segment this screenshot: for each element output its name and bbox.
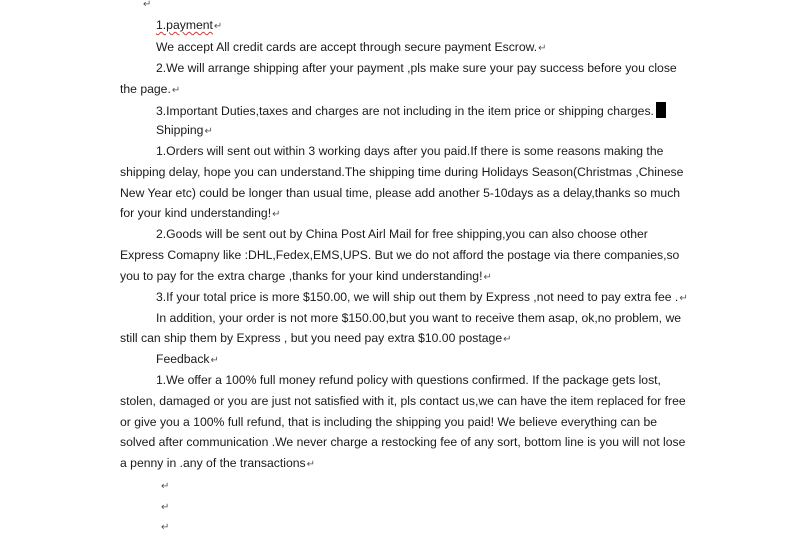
feedback-paragraph-1-line-4: solved after communication .We never charge a restocking fee of any sort, bottom line is you will not lose xyxy=(120,435,686,449)
shipping-paragraph-4-line-2: still can ship them by Express , but you need pay extra $10.00 postage↵ xyxy=(120,331,512,345)
feedback-heading: Feedback↵ xyxy=(156,352,219,366)
payment-paragraph-2-line-2: the page.↵ xyxy=(120,82,181,96)
empty-paragraph xyxy=(160,519,169,534)
paragraph-mark: ↵ xyxy=(679,293,688,304)
paragraph-mark: ↵ xyxy=(306,459,316,470)
paragraph-mark: ↵ xyxy=(143,0,152,10)
shipping-paragraph-2-line-1: 2.Goods will be sent out by China Post Airl Mail for free shipping,you can also choose other xyxy=(156,227,648,241)
paragraph-mark: ↵ xyxy=(161,481,170,492)
feedback-paragraph-1-line-5: a penny in .any of the transactions↵ xyxy=(120,456,316,470)
text-cursor-selection xyxy=(656,102,666,118)
empty-paragraph xyxy=(160,499,169,514)
paragraph-mark: ↵ xyxy=(171,85,181,96)
shipping-paragraph-1-line-1: 1.Orders will sent out within 3 working days after you paid.If there is some reasons making the xyxy=(156,144,664,158)
paragraph-mark: ↵ xyxy=(210,355,219,366)
empty-paragraph xyxy=(160,478,169,493)
payment-paragraph-3: 3.Important Duties,taxes and charges are not including in the item price or shipping charges. xyxy=(156,102,666,117)
shipping-paragraph-2-line-3: you to pay for the extra charge ,thanks for your kind understanding!↵ xyxy=(120,269,492,283)
payment-paragraph-2-line-1: 2.We will arrange shipping after your payment ,pls make sure your pay success before you close xyxy=(156,61,677,75)
paragraph-mark: ↵ xyxy=(483,272,492,283)
feedback-paragraph-1-line-1: 1.We offer a 100% full money refund policy with questions confirmed. If the package gets lost, xyxy=(156,373,661,387)
feedback-paragraph-1-line-2: stolen, damaged or you are just not satisfied with it, pls contact us,we can have the item replaced for free xyxy=(120,394,686,408)
shipping-paragraph-2-line-2: Express Comapny like :DHL,Fedex,EMS,UPS. But we do not afford the postage via there companies,so xyxy=(120,248,680,262)
paragraph-mark: ↵ xyxy=(161,522,170,533)
shipping-paragraph-1-line-3: New Year etc) could be longer than usual time, please add another 5-10days as a delay,thanks so much xyxy=(120,186,681,200)
shipping-paragraph-4-line-1: In addition, your order is not more $150.00,but you want to receive them asap, ok,no problem, we xyxy=(156,311,682,325)
feedback-paragraph-1-line-3: or give you a 100% full refund, that is including the shipping you paid! We believe everything can be xyxy=(120,415,658,429)
paragraph-mark: ↵ xyxy=(161,502,170,513)
empty-paragraph xyxy=(142,0,151,11)
shipping-paragraph-1-line-2: shipping delay, hope you can understand.The shipping time during Holidays Season(Christmas ,Chinese xyxy=(120,165,684,179)
paragraph-mark: ↵ xyxy=(538,43,547,54)
shipping-paragraph-1-line-4: for your kind understanding!↵ xyxy=(120,206,281,220)
paragraph-mark: ↵ xyxy=(272,209,281,220)
payment-heading: 1.payment↵ xyxy=(156,18,223,32)
paragraph-mark: ↵ xyxy=(503,334,512,345)
payment-paragraph-1: We accept All credit cards are accept through secure payment Escrow.↵ xyxy=(156,40,547,54)
paragraph-mark: ↵ xyxy=(213,21,223,32)
shipping-paragraph-3: 3.If your total price is more $150.00, we will ship out them by Express ,not need to pay extra fee .↵ xyxy=(156,290,688,304)
paragraph-mark: ↵ xyxy=(204,126,213,137)
shipping-heading: Shipping↵ xyxy=(156,123,213,137)
